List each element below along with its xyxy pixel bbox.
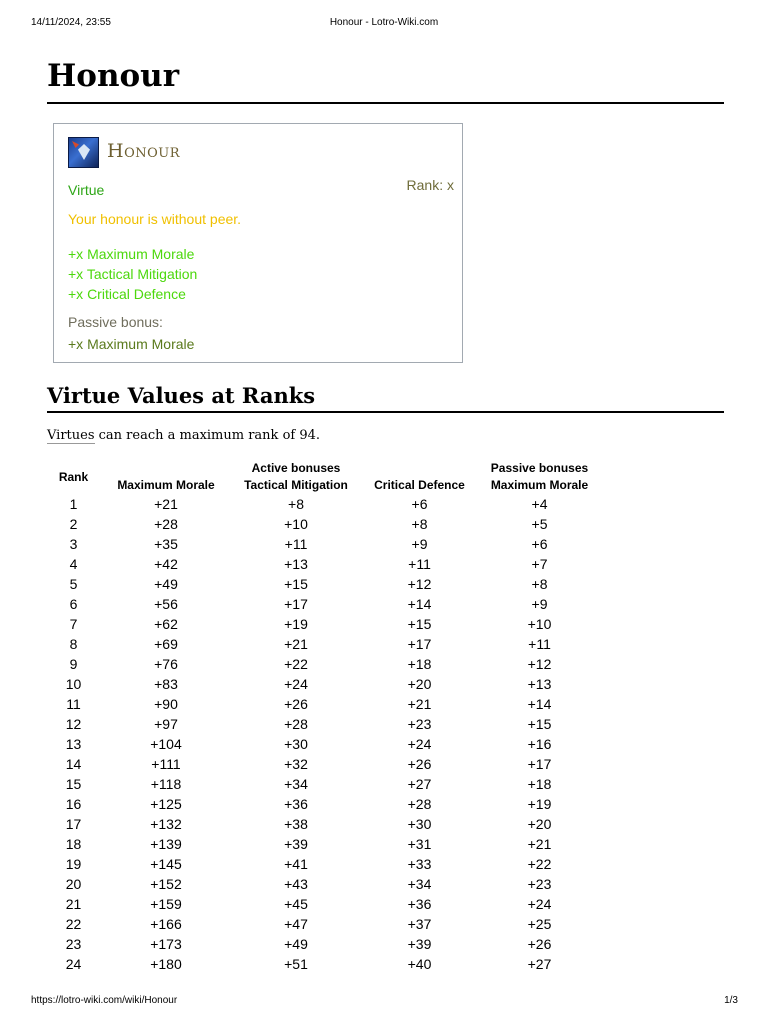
infobox-bonus: +x Critical Defence	[68, 286, 186, 302]
value-cell: +21	[527, 836, 552, 852]
value-cell: +38	[284, 816, 308, 832]
value-cell: +39	[407, 936, 432, 952]
value-cell: +40	[407, 956, 432, 972]
rank-cell: 6	[69, 596, 78, 612]
value-cell: +26	[527, 936, 552, 952]
rank-cell: 17	[65, 816, 82, 832]
print-page-number: 1/3	[724, 995, 738, 1006]
value-cell: +39	[284, 836, 308, 852]
value-cell: +41	[284, 856, 308, 872]
value-cell: +19	[527, 796, 552, 812]
virtues-link[interactable]: Virtues	[47, 428, 95, 443]
column-header: Maximum Morale	[117, 478, 215, 492]
print-page-title: Honour - Lotro-Wiki.com	[329, 17, 439, 28]
column-header: Critical Defence	[374, 478, 465, 492]
value-cell: +14	[527, 696, 552, 712]
value-cell: +166	[150, 916, 182, 932]
value-cell: +31	[407, 836, 432, 852]
value-cell: +16	[527, 736, 552, 752]
value-cell: +11	[408, 556, 431, 572]
value-cell: +25	[527, 916, 552, 932]
table-body	[46, 494, 601, 974]
value-cell: +22	[284, 656, 308, 672]
value-cell: +36	[284, 796, 308, 812]
rank-cell: 24	[65, 956, 82, 972]
value-cell: +118	[150, 776, 182, 792]
value-cell: +56	[154, 596, 178, 612]
value-cell: +83	[154, 676, 178, 692]
table-row	[46, 794, 601, 814]
infobox-bonus: +x Tactical Mitigation	[68, 266, 198, 282]
table-row	[46, 614, 601, 634]
table-row	[46, 594, 601, 614]
table-row	[46, 514, 601, 534]
value-cell: +27	[407, 776, 432, 792]
value-cell: +12	[527, 656, 552, 672]
value-cell: +14	[407, 596, 432, 612]
section-title: Virtue Values at Ranks	[47, 383, 316, 408]
table-row	[46, 494, 601, 514]
value-cell: +173	[150, 936, 182, 952]
value-cell: +4	[531, 496, 548, 512]
table-row	[46, 774, 601, 794]
intro-text	[47, 428, 320, 443]
value-cell: +145	[150, 856, 182, 872]
table-row	[46, 954, 601, 974]
value-cell: +12	[407, 576, 432, 592]
value-cell: +28	[154, 516, 178, 532]
value-cell: +32	[284, 756, 308, 772]
rank-cell: 5	[69, 576, 78, 592]
value-cell: +22	[527, 856, 552, 872]
rank-cell: 15	[65, 776, 82, 792]
value-cell: +17	[527, 756, 552, 772]
rank-cell: 22	[65, 916, 82, 932]
value-cell: +23	[407, 716, 432, 732]
infobox-bonus: +x Maximum Morale	[68, 246, 195, 262]
infobox-rank: Rank: x	[406, 177, 454, 193]
value-cell: +13	[284, 556, 308, 572]
value-cell: +23	[527, 876, 552, 892]
rank-cell: 16	[65, 796, 82, 812]
value-cell: +20	[527, 816, 552, 832]
value-cell: +159	[150, 896, 182, 912]
value-cell: +11	[528, 636, 551, 652]
rank-cell: 20	[65, 876, 82, 892]
table-row	[46, 914, 601, 934]
value-cell: +15	[284, 576, 308, 592]
table-row	[46, 534, 601, 554]
table-row	[46, 934, 601, 954]
print-datetime: 14/11/2024, 23:55	[31, 17, 111, 28]
rank-cell: 2	[69, 516, 78, 532]
rank-cell: 19	[65, 856, 82, 872]
value-cell: +37	[407, 916, 432, 932]
value-cell: +17	[407, 636, 432, 652]
value-cell: +13	[527, 676, 552, 692]
value-cell: +35	[154, 536, 178, 552]
active-bonuses-header: Active bonuses	[251, 461, 341, 475]
value-cell: +21	[154, 496, 178, 512]
table-row	[46, 674, 601, 694]
value-cell: +18	[407, 656, 432, 672]
value-cell: +15	[527, 716, 552, 732]
value-cell: +34	[407, 876, 432, 892]
infobox-description: Your honour is without peer.	[68, 211, 242, 227]
value-cell: +10	[527, 616, 552, 632]
value-cell: +36	[407, 896, 432, 912]
infobox-passive-label: Passive bonus:	[68, 314, 163, 330]
table-row	[46, 734, 601, 754]
value-cell: +34	[284, 776, 308, 792]
rank-cell: 1	[69, 496, 78, 512]
value-cell: +43	[284, 876, 308, 892]
value-cell: +5	[531, 516, 548, 532]
value-cell: +76	[154, 656, 178, 672]
value-cell: +111	[151, 756, 181, 772]
value-cell: +42	[154, 556, 178, 572]
intro-rest: can reach a maximum rank of 94.	[94, 428, 321, 443]
value-cell: +49	[284, 936, 308, 952]
value-cell: +28	[407, 796, 432, 812]
value-cell: +30	[284, 736, 308, 752]
value-cell: +6	[411, 496, 428, 512]
value-cell: +45	[284, 896, 308, 912]
value-cell: +9	[531, 596, 548, 612]
rank-cell: 10	[65, 676, 82, 692]
rank-cell: 8	[69, 636, 78, 652]
table-row	[46, 714, 601, 734]
value-cell: +21	[284, 636, 308, 652]
value-cell: +33	[407, 856, 432, 872]
value-cell: +49	[154, 576, 178, 592]
table-row	[46, 814, 601, 834]
rank-cell: 21	[65, 896, 82, 912]
rank-cell: 14	[65, 756, 82, 772]
value-cell: +27	[527, 956, 552, 972]
value-cell: +24	[407, 736, 432, 752]
table-row	[46, 654, 601, 674]
title-divider	[47, 102, 724, 104]
table-row	[46, 634, 601, 654]
infobox-passive-bonus: +x Maximum Morale	[68, 336, 195, 352]
value-cell: +125	[150, 796, 182, 812]
value-cell: +180	[150, 956, 182, 972]
section-divider	[47, 411, 724, 413]
value-cell: +21	[407, 696, 432, 712]
page-title: Honour	[47, 58, 180, 94]
table-row	[46, 894, 601, 914]
rank-cell: 12	[65, 716, 82, 732]
value-cell: +26	[407, 756, 432, 772]
rank-cell: 13	[65, 736, 82, 752]
table-row	[46, 834, 601, 854]
infobox-type: Virtue	[68, 182, 105, 198]
table-row	[46, 874, 601, 894]
table-row	[46, 554, 601, 574]
value-cell: +69	[154, 636, 178, 652]
value-cell: +15	[407, 616, 432, 632]
value-cell: +62	[154, 616, 178, 632]
value-cell: +8	[288, 496, 304, 512]
value-cell: +24	[284, 676, 308, 692]
virtue-infobox	[53, 123, 463, 363]
value-cell: +20	[407, 676, 432, 692]
value-cell: +8	[411, 516, 428, 532]
table-row	[46, 854, 601, 874]
value-cell: +90	[154, 696, 178, 712]
column-header: Tactical Mitigation	[244, 478, 348, 492]
rank-cell: 3	[69, 536, 78, 552]
rank-cell: 4	[69, 556, 78, 572]
rank-header: Rank	[58, 469, 89, 484]
value-cell: +8	[531, 576, 548, 592]
value-cell: +6	[531, 536, 548, 552]
column-header: Maximum Morale	[490, 478, 589, 492]
honour-virtue-icon[interactable]	[68, 137, 99, 168]
value-cell: +24	[527, 896, 552, 912]
value-cell: +18	[527, 776, 552, 792]
infobox-bonus-list	[68, 244, 197, 304]
virtue-rank-table	[46, 460, 601, 974]
value-cell: +104	[150, 736, 182, 752]
infobox-title: Honour	[107, 140, 181, 162]
value-cell: +19	[284, 616, 308, 632]
value-cell: +7	[531, 556, 548, 572]
rank-cell: 23	[65, 936, 82, 952]
value-cell: +51	[284, 956, 308, 972]
value-cell: +10	[284, 516, 308, 532]
value-cell: +9	[411, 536, 428, 552]
value-cell: +152	[150, 876, 182, 892]
value-cell: +132	[150, 816, 182, 832]
rank-cell: 11	[66, 696, 81, 712]
value-cell: +97	[154, 716, 178, 732]
value-cell: +28	[284, 716, 308, 732]
rank-cell: 7	[69, 616, 78, 632]
print-url: https://lotro-wiki.com/wiki/Honour	[31, 995, 178, 1006]
value-cell: +47	[284, 916, 308, 932]
value-cell: +139	[150, 836, 182, 852]
value-cell: +26	[284, 696, 308, 712]
table-row	[46, 574, 601, 594]
table-row	[46, 694, 601, 714]
table-row	[46, 754, 601, 774]
value-cell: +30	[407, 816, 432, 832]
rank-cell: 18	[65, 836, 82, 852]
value-cell: +11	[284, 536, 308, 552]
rank-cell: 9	[69, 656, 78, 672]
passive-bonuses-header: Passive bonuses	[490, 461, 589, 475]
value-cell: +17	[284, 596, 308, 612]
